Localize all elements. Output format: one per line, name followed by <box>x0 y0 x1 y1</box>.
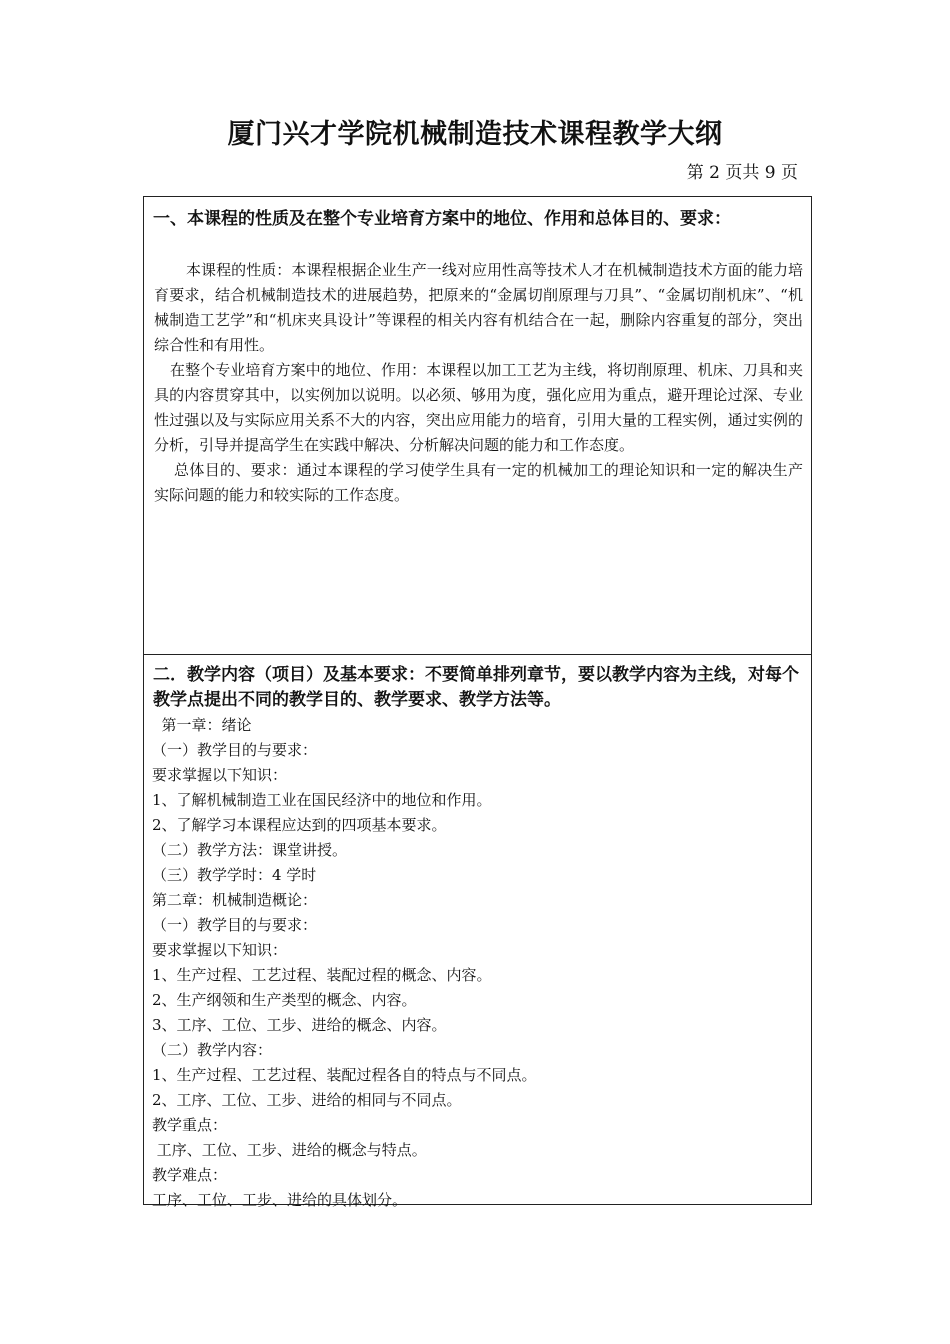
paragraph-nature: 本课程的性质：本课程根据企业生产一线对应用性高等技术人才在机械制造技术方面的能力培育要求，结合机械制造技术的进展趋势，把原来的“金属切削原理与刀具”、“金属切削机床”、“机械制造工艺学”和“机床夹具设计”等课程的相关内容有机结合在一起，删除内容重复的部分，突出综合性和有用性。 <box>154 261 803 354</box>
paragraph-position-role: 在整个专业培育方案中的地位、作用：本课程以加工工艺为主线，将切削原理、机床、刀具和夹具的内容贯穿其中，以实例加以说明。以必须、够用为度，强化应用为重点，避开理论过深、专业性过强以及与实际应用关系不大的内容，突出应用能力的培育，引用大量的工程实例，通过实例的分析，引导并提高学生在实践中解决、分析解决问题的能力和工作态度。 <box>154 361 803 454</box>
content-line: （二）教学方法：课堂讲授。 <box>152 841 348 859</box>
content-line: 教学重点： <box>152 1116 228 1134</box>
section-course-nature <box>143 196 812 654</box>
content-line: （一）教学目的与要求： <box>152 741 318 759</box>
content-line: 教学难点： <box>152 1166 228 1184</box>
content-lines <box>144 713 811 1213</box>
content-line: （二）教学内容： <box>152 1041 273 1059</box>
document-title: 厦门兴才学院机械制造技术课程教学大纲 <box>227 119 723 150</box>
content-line: 要求掌握以下知识： <box>152 766 288 784</box>
content-line: （三）教学学时：4 学时 <box>152 866 317 884</box>
content-line: （一）教学目的与要求： <box>152 916 318 934</box>
content-line: 1、生产过程、工艺过程、装配过程的概念、内容。 <box>152 966 492 984</box>
section-teaching-content <box>143 654 812 1209</box>
section-heading: 二．教学内容（项目）及基本要求：不要简单排列章节，要以教学内容为主线，对每个教学点提出不同的教学目的、教学要求、教学方法等。 <box>153 665 799 710</box>
content-line: 2、生产纲领和生产类型的概念、内容。 <box>152 991 417 1009</box>
content-line: 工序、工位、工步、进给的具体划分。 <box>152 1191 408 1209</box>
paragraph-overall-goal: 总体目的、要求：通过本课程的学习使学生具有一定的机械加工的理论知识和一定的解决生产实际问题的能力和较实际的工作态度。 <box>154 461 803 504</box>
content-line: 1、生产过程、工艺过程、装配过程各自的特点与不同点。 <box>152 1066 537 1084</box>
section-heading: 一、本课程的性质及在整个专业培育方案中的地位、作用和总体目的、要求： <box>153 209 731 229</box>
content-line: 1、了解机械制造工业在国民经济中的地位和作用。 <box>152 791 492 809</box>
content-line: 2、了解学习本课程应达到的四项基本要求。 <box>152 816 447 834</box>
content-line: 3、工序、工位、工步、进给的概念、内容。 <box>152 1016 447 1034</box>
page-number: 第 2 页共 9 页 <box>686 163 798 183</box>
content-line: 第二章：机械制造概论： <box>152 891 318 909</box>
content-line: 2、工序、工位、工步、进给的相同与不同点。 <box>152 1091 462 1109</box>
content-line: 要求掌握以下知识： <box>152 941 288 959</box>
content-line: 第一章：绪论 <box>152 716 252 734</box>
content-line: 工序、工位、工步、进给的概念与特点。 <box>152 1141 427 1159</box>
